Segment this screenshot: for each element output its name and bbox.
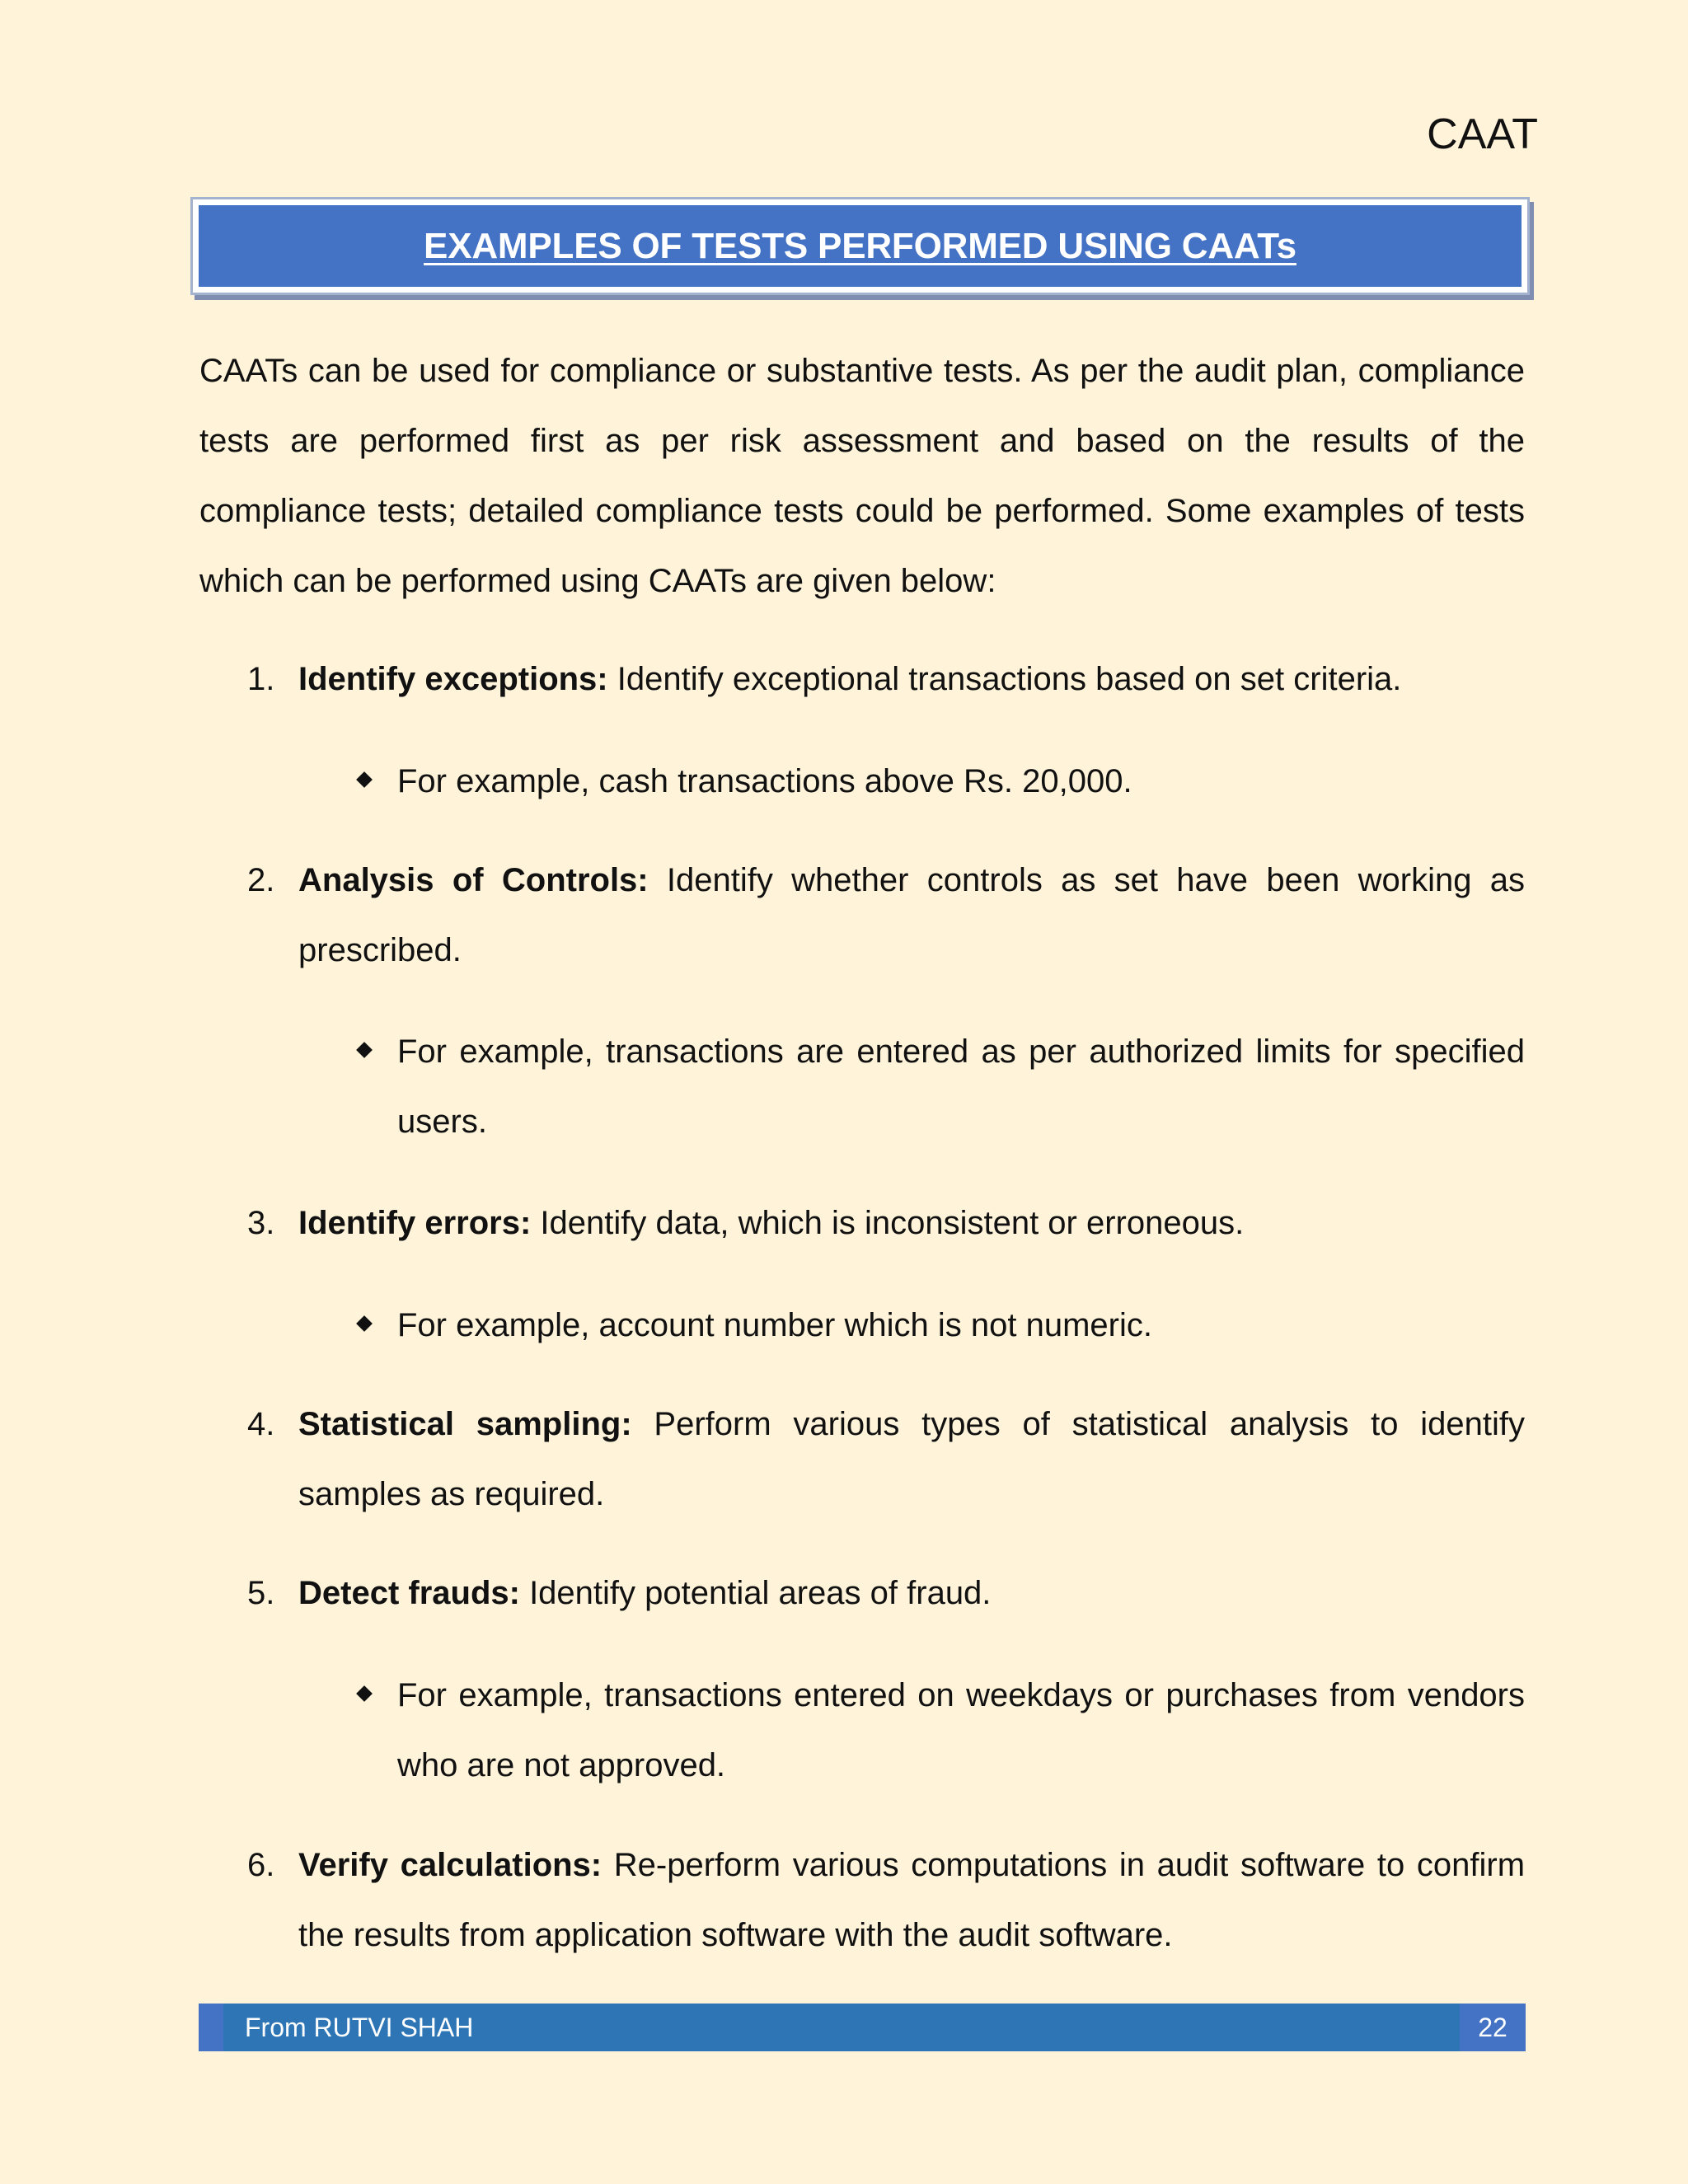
item-heading: Detect frauds: — [298, 1575, 520, 1611]
diamond-bullet-icon — [356, 1685, 373, 1702]
item-number: 6. — [247, 1847, 275, 1883]
page-footer — [199, 2004, 1526, 2051]
item-heading: Identify errors: — [298, 1205, 532, 1241]
example-text: For example, account number which is not numeric. — [397, 1307, 1152, 1343]
item-heading: Analysis of Controls: — [298, 862, 649, 898]
diamond-bullet-icon — [356, 1042, 373, 1058]
footer-author: From RUTVI SHAH — [245, 2013, 474, 2042]
item-number: 1. — [247, 661, 275, 697]
item-heading: Statistical sampling: — [298, 1406, 632, 1442]
item-heading: Identify exceptions: — [298, 661, 608, 697]
item-number: 4. — [247, 1406, 275, 1442]
page-header-label: CAAT — [1427, 110, 1538, 158]
item-body — [298, 1390, 1525, 1530]
example-text: For example, transactions entered on weekdays or purchases from vendors who are not approved. — [397, 1677, 1525, 1783]
title-banner — [193, 199, 1527, 293]
item-body — [298, 846, 1525, 986]
item-number: 5. — [247, 1575, 275, 1611]
page-number: 22 — [1460, 2004, 1526, 2051]
intro-paragraph: CAATs can be used for compliance or substantive tests. As per the audit plan, compliance tests are performed first as per risk assessment and based on the results of the compliance tests; detailed compliance tests could be performed. Some examples of tests which can be performed using CAATs are given below: — [199, 353, 1525, 599]
example-text: For example, transactions are entered as per authorized limits for specified users. — [397, 1033, 1525, 1140]
item-heading: Verify calculations: — [298, 1847, 603, 1883]
item-text: Identify potential areas of fraud. — [519, 1575, 992, 1611]
diamond-bullet-icon — [356, 771, 373, 788]
diamond-bullet-icon — [356, 1315, 373, 1332]
item-text: Perform various types of statistical analysis to identify samples as required. — [298, 1406, 1525, 1512]
item-body — [298, 1188, 1525, 1258]
item-text: Identify whether controls as set have been working as prescribed. — [298, 862, 1525, 968]
item-body — [298, 1558, 1525, 1629]
example-text: For example, cash transactions above Rs. 20,000. — [397, 763, 1132, 799]
page-title: EXAMPLES OF TESTS PERFORMED USING CAATs — [424, 225, 1296, 266]
item-text: Re-perform various computations in audit software to confirm the results from application software with the audit software. — [298, 1847, 1526, 1953]
item-number: 3. — [247, 1205, 275, 1241]
item-text: Identify data, which is inconsistent or erroneous. — [531, 1205, 1245, 1241]
item-body — [298, 1830, 1525, 1971]
item-body — [298, 644, 1525, 715]
item-number: 2. — [247, 862, 275, 898]
item-text: Identify exceptional transactions based on set criteria. — [607, 661, 1402, 697]
footer-accent — [199, 2004, 223, 2051]
